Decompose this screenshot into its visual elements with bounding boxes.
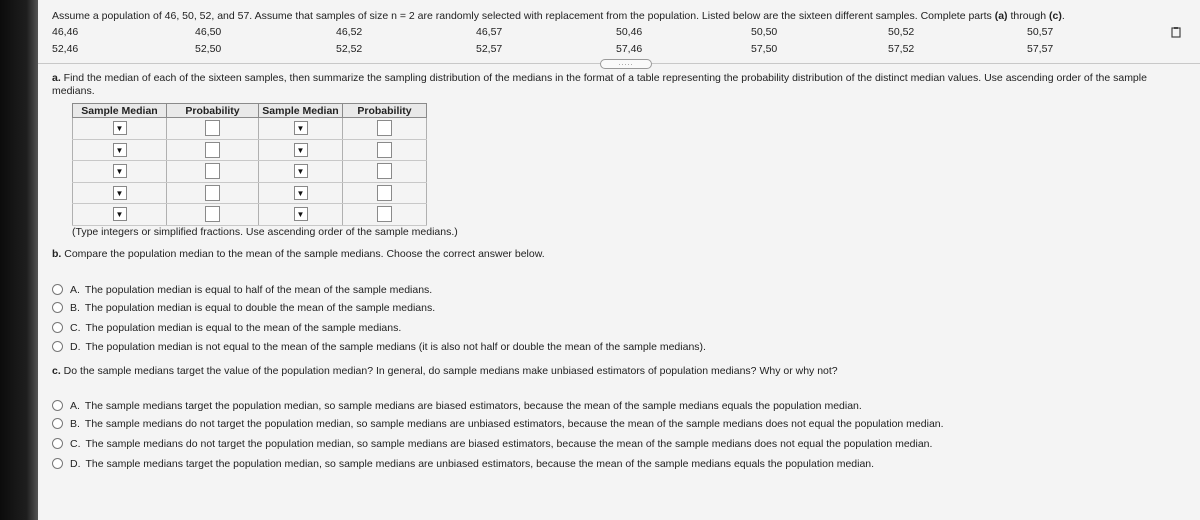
table-row [73, 182, 427, 204]
part-c-option-c[interactable] [52, 438, 932, 450]
sample-median-cell [259, 161, 343, 183]
radio-button[interactable] [52, 400, 63, 411]
sample-item: 50,50 [751, 26, 778, 38]
option-text: The sample medians target the population median, so sample medians are biased estimators, because the mean of the sample medians equals the population median. [84, 400, 862, 412]
radio-button[interactable] [52, 302, 63, 313]
sample-median-cell [259, 118, 343, 140]
probability-cell [343, 118, 427, 140]
probability-cell [343, 161, 427, 183]
part-b-option-b[interactable] [52, 302, 435, 314]
radio-button[interactable] [52, 438, 63, 449]
problem-intro: Assume a population of 46, 50, 52, and 57. Assume that samples of size n = 2 are randomly selected with replacement from the population. Listed below are the sixteen different samples. Complete parts (a) through (c). [52, 10, 1065, 22]
probability-cell [343, 182, 427, 204]
option-text: The population median is equal to half of the mean of the sample medians. [84, 284, 433, 296]
sample-median-cell [73, 161, 167, 183]
radio-button[interactable] [52, 458, 63, 469]
probability-cell [343, 204, 427, 226]
median-dropdown[interactable]: ▼ [113, 186, 127, 200]
sample-item: 50,46 [616, 26, 643, 38]
radio-button[interactable] [52, 284, 63, 295]
probability-input[interactable] [205, 142, 220, 158]
sample-item: 46,50 [195, 26, 222, 38]
probability-cell [343, 139, 427, 161]
option-text: The sample medians target the population median, so sample medians are unbiased estimators, because the mean of the sample medians equals the population median. [85, 458, 875, 470]
sample-median-cell [259, 204, 343, 226]
probability-input[interactable] [205, 185, 220, 201]
probability-input[interactable] [205, 163, 220, 179]
median-dropdown[interactable]: ▼ [294, 121, 308, 135]
median-dropdown[interactable]: ▼ [294, 164, 308, 178]
sample-item: 50,57 [1027, 26, 1054, 38]
radio-button[interactable] [52, 418, 63, 429]
table-row [73, 118, 427, 140]
median-distribution-table [72, 103, 427, 226]
probability-input[interactable] [377, 142, 392, 158]
sample-item: 57,50 [751, 43, 778, 55]
option-letter: A. [70, 400, 80, 412]
sample-item: 46,57 [476, 26, 503, 38]
part-c-option-b[interactable] [52, 418, 944, 430]
median-dropdown[interactable]: ▼ [113, 143, 127, 157]
expand-button[interactable]: ..... [600, 59, 652, 69]
header-probability-2: Probability [343, 104, 427, 118]
probability-input[interactable] [377, 163, 392, 179]
median-dropdown[interactable]: ▼ [113, 207, 127, 221]
probability-input[interactable] [377, 185, 392, 201]
probability-input[interactable] [205, 120, 220, 136]
sample-median-cell [73, 204, 167, 226]
option-letter: B. [70, 302, 80, 314]
part-a-hint: (Type integers or simplified fractions. Use ascending order of the sample medians.) [72, 226, 458, 238]
radio-button[interactable] [52, 341, 63, 352]
probability-cell [167, 161, 259, 183]
option-text: The population median is equal to the mean of the sample medians. [85, 322, 402, 334]
median-dropdown[interactable]: ▼ [113, 121, 127, 135]
part-c-option-d[interactable] [52, 458, 874, 470]
table-row [73, 161, 427, 183]
sample-item: 50,52 [888, 26, 915, 38]
median-dropdown[interactable]: ▼ [113, 164, 127, 178]
probability-input[interactable] [377, 120, 392, 136]
option-letter: C. [70, 322, 81, 334]
median-dropdown[interactable]: ▼ [294, 143, 308, 157]
part-c-question: c. Do the sample medians target the value of the population median? In general, do sample medians make unbiased estimators of population medians? Why or why not? [52, 365, 838, 377]
sample-item: 52,50 [195, 43, 222, 55]
header-sample-median-2: Sample Median [259, 104, 343, 118]
part-b-option-c[interactable] [52, 322, 401, 334]
sample-median-cell [73, 118, 167, 140]
option-text: The population median is not equal to the mean of the sample medians (it is also not half or double the mean of the sample medians). [85, 341, 706, 353]
median-dropdown[interactable]: ▼ [294, 186, 308, 200]
part-a-question-line2: medians. [52, 85, 95, 97]
option-letter: D. [70, 458, 81, 470]
sample-item: 57,57 [1027, 43, 1054, 55]
probability-cell [167, 204, 259, 226]
probability-input[interactable] [205, 206, 220, 222]
table-row [73, 139, 427, 161]
sample-median-cell [73, 139, 167, 161]
header-sample-median-1: Sample Median [73, 104, 167, 118]
clipboard-icon[interactable] [1170, 26, 1182, 38]
sample-item: 46,52 [336, 26, 363, 38]
probability-cell [167, 139, 259, 161]
part-b-question: b. Compare the population median to the mean of the sample medians. Choose the correct answer below. [52, 248, 545, 260]
option-text: The population median is equal to double the mean of the sample medians. [84, 302, 436, 314]
question-panel [38, 0, 1200, 520]
option-text: The sample medians do not target the population median, so sample medians are biased estimators, because the mean of the sample medians does not equal the population median. [85, 438, 933, 450]
left-dark-panel [0, 0, 38, 520]
part-a-question-line1: a. Find the median of each of the sixteen samples, then summarize the sampling distribution of the medians in the format of a table representing the probability distribution of the distinct median values. Use ascending order of the sample [52, 72, 1147, 84]
sample-item: 52,57 [476, 43, 503, 55]
option-letter: C. [70, 438, 81, 450]
table-row [73, 204, 427, 226]
option-letter: D. [70, 341, 81, 353]
sample-item: 57,52 [888, 43, 915, 55]
part-c-option-a[interactable] [52, 400, 862, 412]
sample-item: 52,46 [52, 43, 79, 55]
option-letter: B. [70, 418, 80, 430]
sample-median-cell [259, 139, 343, 161]
sample-median-cell [259, 182, 343, 204]
header-probability-1: Probability [167, 104, 259, 118]
part-b-option-a[interactable] [52, 284, 432, 296]
median-dropdown[interactable]: ▼ [294, 207, 308, 221]
sample-item: 52,52 [336, 43, 363, 55]
sample-item: 57,46 [616, 43, 643, 55]
probability-cell [167, 182, 259, 204]
part-b-option-d[interactable] [52, 341, 706, 353]
option-text: The sample medians do not target the population median, so sample medians are unbiased estimators, because the mean of the sample medians does not equal the population median. [84, 418, 944, 430]
probability-cell [167, 118, 259, 140]
radio-button[interactable] [52, 322, 63, 333]
option-letter: A. [70, 284, 80, 296]
sample-median-cell [73, 182, 167, 204]
sample-item: 46,46 [52, 26, 79, 38]
probability-input[interactable] [377, 206, 392, 222]
